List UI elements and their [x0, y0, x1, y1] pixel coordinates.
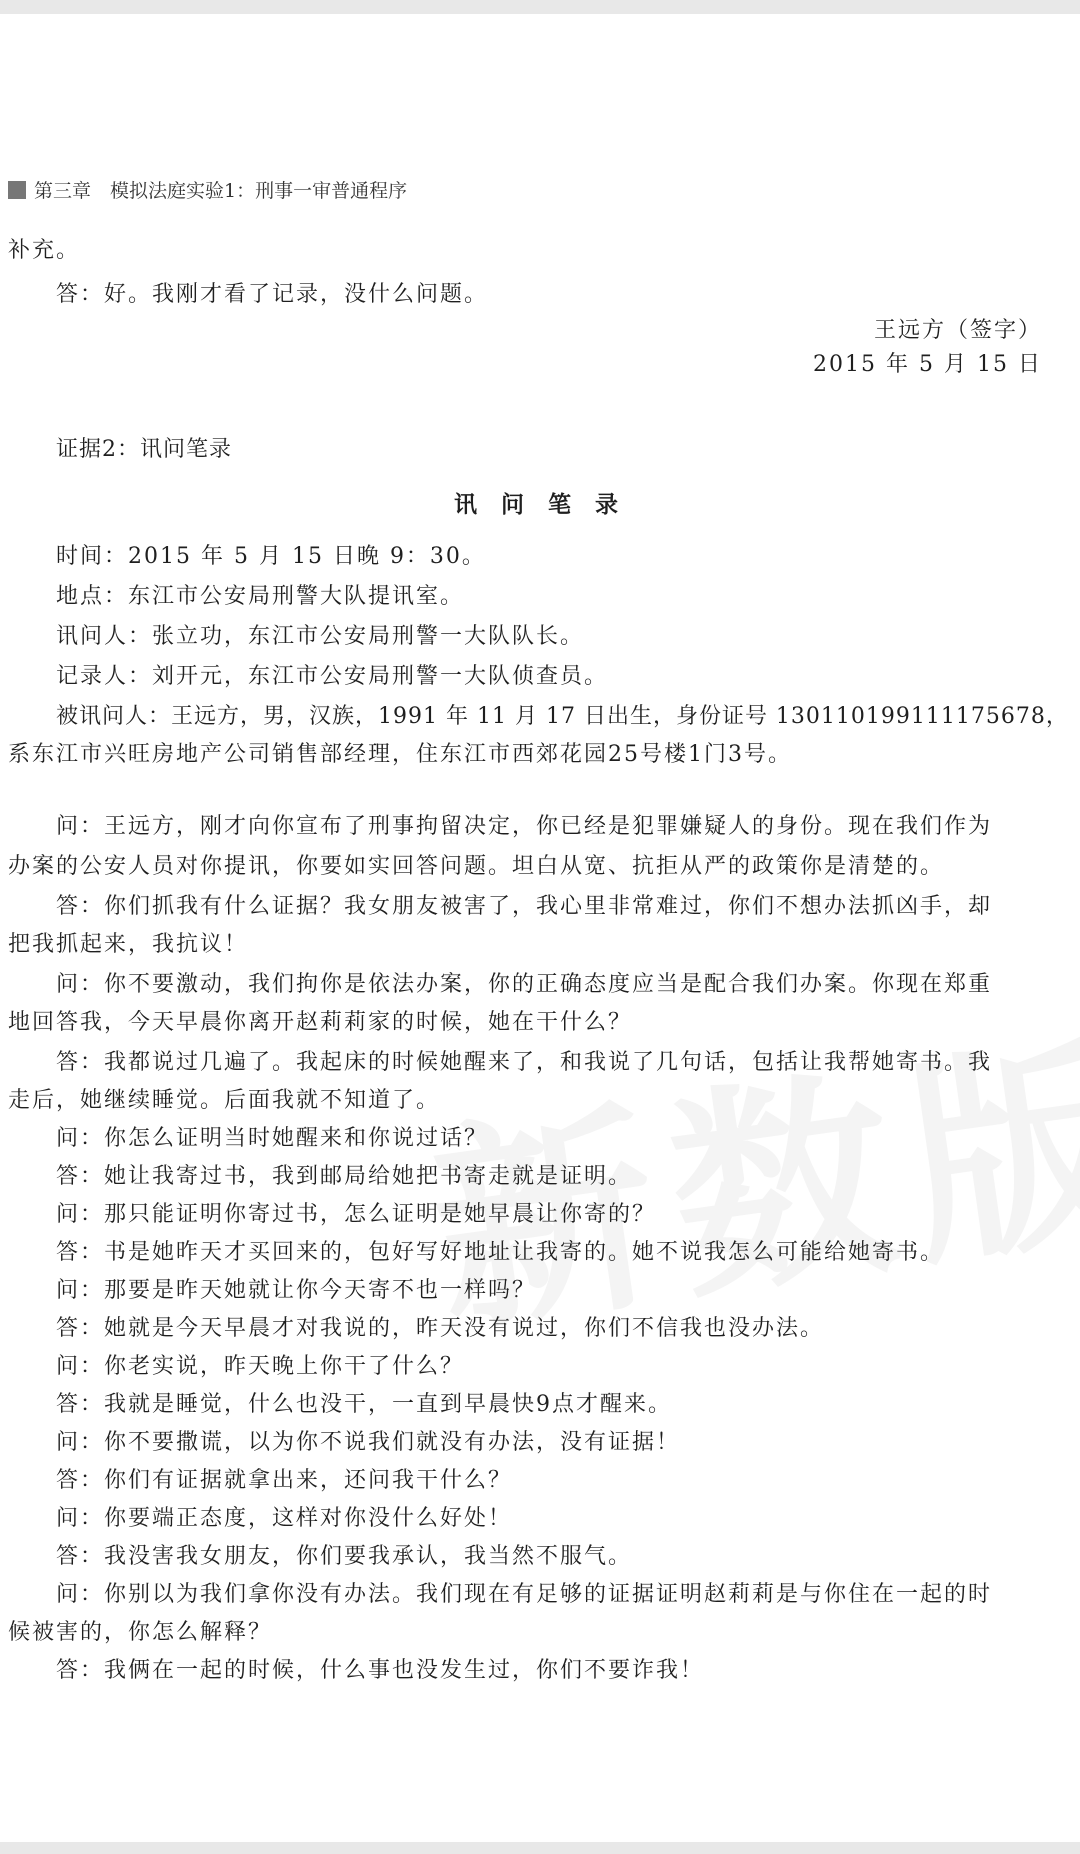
qa-line: 问：你别以为我们拿你没有办法。我们现在有足够的证据证明赵莉莉是与你住在一起的时 [56, 1582, 993, 1607]
qa-line: 把我抓起来，我抗议！ [8, 932, 249, 957]
qa-line: 答：我就是睡觉，什么也没干，一直到早晨快9点才醒来。 [56, 1392, 672, 1417]
signature: 王远方（签字） [873, 318, 1042, 343]
qa-line: 答：你们有证据就拿出来，还问我干什么？ [56, 1468, 513, 1493]
qa-line: 办案的公安人员对你提讯，你要如实回答问题。坦白从宽、抗拒从严的政策你是清楚的。 [8, 854, 945, 879]
qa-line: 问：那要是昨天她就让你今天寄不也一样吗？ [56, 1278, 537, 1303]
qa-line: 答：书是她昨天才买回来的，包好写好地址让我寄的。她不说我怎么可能给她寄书。 [56, 1240, 945, 1265]
chapter-header [8, 176, 407, 203]
qa-line: 候被害的，你怎么解释？ [8, 1620, 273, 1645]
qa-line: 答：我没害我女朋友，你们要我承认，我当然不服气。 [56, 1544, 633, 1569]
meta-line: 系东江市兴旺房地产公司销售部经理，住东江市西郊花园25号楼1门3号。 [8, 742, 792, 767]
qa-line: 答：我俩在一起的时候，什么事也没发生过，你们不要诈我！ [56, 1658, 705, 1683]
page-top-edge [0, 0, 1080, 14]
document-title: 讯 问 笔 录 [453, 491, 627, 518]
intro-line-1: 补充。 [8, 238, 81, 263]
chapter-header-text: 第三章 模拟法庭实验1：刑事一审普通程序 [34, 180, 408, 202]
qa-line: 问：你怎么证明当时她醒来和你说过话？ [56, 1126, 489, 1151]
qa-line: 问：你要端正态度，这样对你没什么好处！ [56, 1506, 513, 1531]
meta-line: 时间：2015 年 5 月 15 日晚 9：30。 [56, 544, 486, 569]
meta-line: 讯问人：张立功，东江市公安局刑警一大队队长。 [56, 624, 585, 649]
qa-line: 答：你们抓我有什么证据？我女朋友被害了，我心里非常难过，你们不想办法抓凶手，却 [56, 894, 993, 919]
qa-line: 问：你不要激动，我们拘你是依法办案，你的正确态度应当是配合我们办案。你现在郑重 [56, 972, 993, 997]
meta-line: 地点：东江市公安局刑警大队提讯室。 [56, 584, 465, 609]
meta-line: 被讯问人：王远方，男，汉族，1991 年 11 月 17 日出生，身份证号 130110199111175678， [56, 704, 1069, 729]
qa-line: 地回答我，今天早晨你离开赵莉莉家的时候，她在干什么？ [8, 1010, 633, 1035]
qa-line: 答：她让我寄过书，我到邮局给她把书寄走就是证明。 [56, 1164, 633, 1189]
section-title: 证据2：讯问笔录 [56, 437, 232, 462]
qa-line: 答：她就是今天早晨才对我说的，昨天没有说过，你们不信我也没办法。 [56, 1316, 825, 1341]
qa-line: 走后，她继续睡觉。后面我就不知道了。 [8, 1088, 441, 1113]
qa-line: 问：你不要撒谎，以为你不说我们就没有办法，没有证据！ [56, 1430, 681, 1455]
meta-line: 记录人：刘开元，东江市公安局刑警一大队侦查员。 [56, 664, 609, 689]
qa-line: 问：你老实说，昨天晚上你干了什么？ [56, 1354, 465, 1379]
signature-date: 2015 年 5 月 15 日 [813, 352, 1042, 377]
qa-line: 答：我都说过几遍了。我起床的时候她醒来了，和我说了几句话，包括让我帮她寄书。我 [56, 1050, 993, 1075]
qa-line: 问：那只能证明你寄过书，怎么证明是她早晨让你寄的？ [56, 1202, 657, 1227]
header-square-icon [8, 181, 26, 199]
page-bottom-edge [0, 1842, 1080, 1854]
intro-line-2: 答：好。我刚才看了记录，没什么问题。 [56, 282, 489, 307]
qa-line: 问：王远方，刚才向你宣布了刑事拘留决定，你已经是犯罪嫌疑人的身份。现在我们作为 [56, 814, 993, 839]
